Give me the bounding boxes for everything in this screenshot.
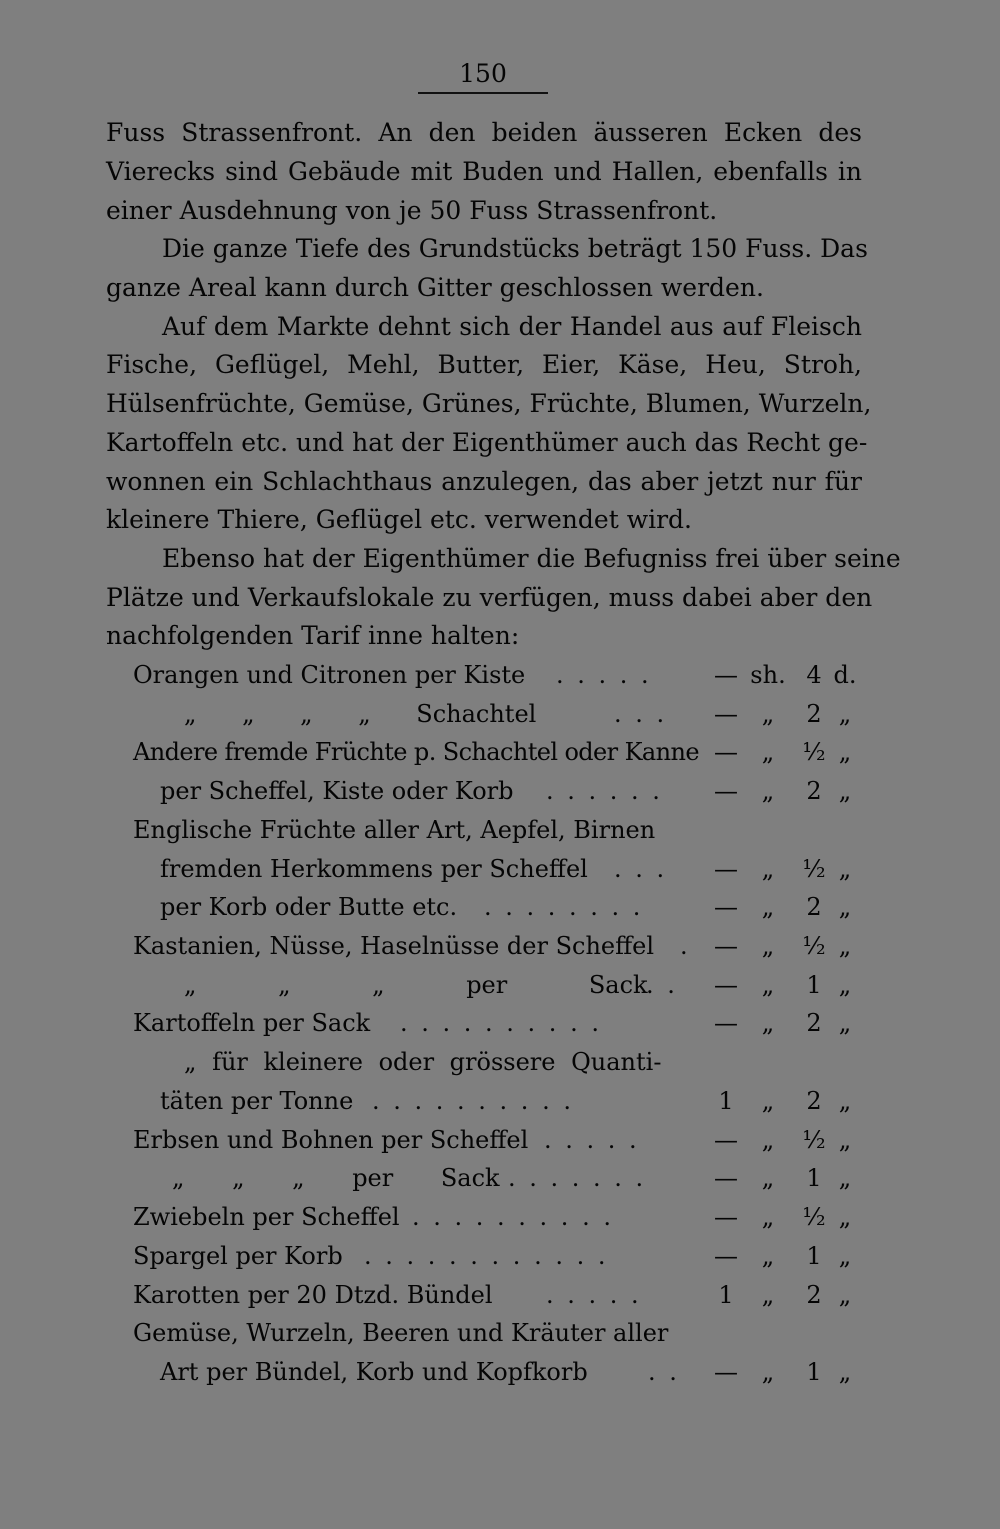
tariff-row	[0, 733, 1000, 771]
pence-unit: „	[838, 1203, 852, 1231]
pence-value: 2	[806, 1087, 822, 1115]
text-line: ganze Areal kann durch Gitter geschlossen werden.	[106, 273, 764, 302]
shilling-unit: „	[761, 932, 775, 960]
text-line: Die ganze Tiefe des Grundstücks beträgt 150 Fuss. Das	[162, 234, 868, 263]
pence-unit: „	[838, 1009, 852, 1037]
tariff-item: Spargel per Korb	[133, 1242, 343, 1270]
text-line: nachfolgenden Tarif inne halten:	[106, 621, 520, 650]
tariff-item: „ „ „ per Sack	[184, 971, 648, 999]
tariff-row	[0, 1121, 1000, 1159]
pence-value: 2	[806, 700, 822, 728]
tariff-row	[0, 1314, 1000, 1352]
text-line: Kartoffeln etc. und hat der Eigenthümer auch das Recht ge-	[106, 428, 868, 457]
leader-dots: . . . . . . . . . . . .	[364, 1242, 609, 1270]
tariff-row	[0, 888, 1000, 926]
shilling-unit: „	[761, 1281, 775, 1309]
shilling-value: —	[714, 1009, 738, 1037]
tariff-row	[0, 966, 1000, 1004]
text-line: einer Ausdehnung von je 50 Fuss Strassenfront.	[106, 196, 718, 225]
shilling-value: —	[714, 738, 738, 766]
leader-dots: . . .	[614, 700, 668, 728]
pence-value: ½	[802, 932, 826, 960]
tariff-row	[0, 1276, 1000, 1314]
pence-value: 1	[806, 1242, 822, 1270]
shilling-value: —	[714, 971, 738, 999]
shilling-unit: „	[761, 893, 775, 921]
pence-unit: „	[838, 893, 852, 921]
shilling-value: —	[714, 932, 738, 960]
pence-value: 2	[806, 893, 822, 921]
tariff-item: Gemüse, Wurzeln, Beeren und Kräuter aller	[133, 1319, 669, 1347]
tariff-row	[0, 1004, 1000, 1042]
pence-unit: „	[838, 700, 852, 728]
pence-value: ½	[802, 738, 826, 766]
shilling-unit: „	[761, 1358, 775, 1386]
pence-value: 2	[806, 777, 822, 805]
pence-value: 2	[806, 1281, 822, 1309]
shilling-value: —	[714, 1358, 738, 1386]
tariff-item: Erbsen und Bohnen per Scheffel	[133, 1126, 529, 1154]
tariff-row	[0, 656, 1000, 694]
tariff-row	[0, 1082, 1000, 1120]
shilling-unit: „	[761, 971, 775, 999]
text-line: wonnen ein Schlachthaus anzulegen, das aber jetzt nur für	[106, 467, 862, 496]
tariff-item: „ für kleinere oder grössere Quanti-	[184, 1048, 662, 1076]
shilling-unit: „	[761, 855, 775, 883]
text-line: Vierecks sind Gebäude mit Buden und Hallen, ebenfalls in	[106, 157, 862, 186]
shilling-unit: „	[761, 1164, 775, 1192]
text-line: Ebenso hat der Eigenthümer die Befugniss frei über seine	[162, 544, 901, 573]
leader-dots: . . . . . . . . . .	[400, 1009, 602, 1037]
pence-unit: „	[838, 1358, 852, 1386]
shilling-unit: „	[761, 777, 775, 805]
shilling-unit: „	[761, 1242, 775, 1270]
tariff-item: Englische Früchte aller Art, Aepfel, Birnen	[133, 816, 656, 844]
leader-dots: . . . . .	[556, 661, 652, 689]
pence-unit: „	[838, 1087, 852, 1115]
leader-dots: . .	[648, 1358, 680, 1386]
leader-dots: . . . . . . . .	[484, 893, 644, 921]
pence-unit: „	[838, 1126, 852, 1154]
pence-value: 1	[806, 1164, 822, 1192]
tariff-item: Andere fremde Früchte p. Schachtel oder Kanne	[133, 738, 699, 766]
tariff-item: täten per Tonne	[160, 1087, 354, 1115]
tariff-row	[0, 927, 1000, 965]
tariff-row	[0, 1198, 1000, 1236]
pence-value: 4	[806, 661, 822, 689]
shilling-value: —	[714, 1164, 738, 1192]
pence-value: ½	[802, 855, 826, 883]
tariff-row	[0, 772, 1000, 810]
pence-value: ½	[802, 1203, 826, 1231]
tariff-item: Kastanien, Nüsse, Haselnüsse der Scheffel	[133, 932, 655, 960]
shilling-value: 1	[718, 1087, 734, 1115]
shilling-unit: sh.	[750, 661, 786, 689]
leader-dots: .	[680, 932, 691, 960]
leader-dots: . . . . .	[544, 1126, 640, 1154]
tariff-item: Zwiebeln per Scheffel	[133, 1203, 400, 1231]
shilling-value: —	[714, 1203, 738, 1231]
leader-dots: . . . . . . . . . .	[412, 1203, 614, 1231]
tariff-row	[0, 1237, 1000, 1275]
leader-dots: . .	[646, 971, 678, 999]
leader-dots: . . .	[614, 855, 668, 883]
shilling-value: —	[714, 1242, 738, 1270]
shilling-unit: „	[761, 738, 775, 766]
tariff-item: Orangen und Citronen per Kiste	[133, 661, 526, 689]
pence-value: 1	[806, 971, 822, 999]
text-line: Fische, Geflügel, Mehl, Butter, Eier, Käse, Heu, Stroh,	[106, 350, 862, 379]
pence-value: 1	[806, 1358, 822, 1386]
tariff-item: per Scheffel, Kiste oder Korb	[160, 777, 514, 805]
pence-value: ½	[802, 1126, 826, 1154]
tariff-item: „ „ „ per Sack	[172, 1164, 500, 1192]
tariff-item: Karotten per 20 Dtzd. Bündel	[133, 1281, 493, 1309]
tariff-item: „ „ „ „ Schachtel	[184, 700, 537, 728]
pence-unit: d.	[833, 661, 857, 689]
tariff-row	[0, 695, 1000, 733]
tariff-row	[0, 811, 1000, 849]
shilling-value: —	[714, 661, 738, 689]
shilling-unit: „	[761, 1009, 775, 1037]
shilling-value: —	[714, 855, 738, 883]
pence-unit: „	[838, 932, 852, 960]
shilling-unit: „	[761, 1126, 775, 1154]
shilling-value: —	[714, 700, 738, 728]
leader-dots: . . . . . .	[546, 777, 663, 805]
leader-dots: . . . . . . . . . .	[372, 1087, 574, 1115]
shilling-unit: „	[761, 1087, 775, 1115]
text-line: Hülsenfrüchte, Gemüse, Grünes, Früchte, Blumen, Wurzeln,	[106, 389, 872, 418]
shilling-value: —	[714, 777, 738, 805]
tariff-item: per Korb oder Butte etc.	[160, 893, 458, 921]
pence-unit: „	[838, 1281, 852, 1309]
pence-unit: „	[838, 1164, 852, 1192]
tariff-row	[0, 850, 1000, 888]
pence-value: 2	[806, 1009, 822, 1037]
text-line: Auf dem Markte dehnt sich der Handel aus auf Fleisch	[162, 312, 862, 341]
leader-dots: . . . . . . .	[508, 1164, 647, 1192]
tariff-row	[0, 1159, 1000, 1197]
shilling-value: —	[714, 893, 738, 921]
tariff-row	[0, 1353, 1000, 1391]
pence-unit: „	[838, 971, 852, 999]
pence-unit: „	[838, 738, 852, 766]
shilling-unit: „	[761, 700, 775, 728]
leader-dots: . . . . .	[546, 1281, 642, 1309]
shilling-value: 1	[718, 1281, 734, 1309]
pence-unit: „	[838, 1242, 852, 1270]
tariff-item: Art per Bündel, Korb und Kopfkorb	[160, 1358, 588, 1386]
text-line: kleinere Thiere, Geflügel etc. verwendet wird.	[106, 505, 692, 534]
pence-unit: „	[838, 777, 852, 805]
shilling-value: —	[714, 1126, 738, 1154]
tariff-item: fremden Herkommens per Scheffel	[160, 855, 588, 883]
tariff-row	[0, 1043, 1000, 1081]
pence-unit: „	[838, 855, 852, 883]
shilling-unit: „	[761, 1203, 775, 1231]
text-line: Fuss Strassenfront. An den beiden äusseren Ecken des	[106, 118, 862, 147]
tariff-item: Kartoffeln per Sack	[133, 1009, 371, 1037]
text-line: Plätze und Verkaufslokale zu verfügen, muss dabei aber den	[106, 583, 873, 612]
page-number: 150	[418, 58, 548, 94]
